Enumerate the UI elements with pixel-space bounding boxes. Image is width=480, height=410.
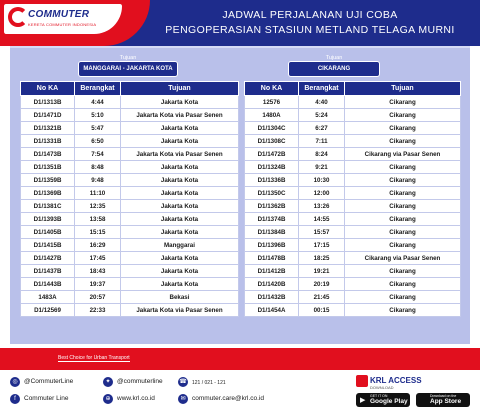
train-number-cell: D1/1427B xyxy=(21,252,75,265)
table-row xyxy=(245,265,461,278)
departure-time-cell: 17:45 xyxy=(75,252,121,265)
destination-cell: Jakarta Kota xyxy=(121,135,239,148)
departure-time-cell: 21:45 xyxy=(299,291,345,304)
departure-time-cell: 19:37 xyxy=(75,278,121,291)
krl-access-logo-icon xyxy=(356,375,368,387)
instagram-icon: ◎ xyxy=(10,377,20,387)
train-number-cell: D1/1396B xyxy=(245,239,299,252)
destination-cell: Cikarang xyxy=(345,304,461,317)
train-number-cell: D1/1324B xyxy=(245,161,299,174)
departure-time-cell: 5:47 xyxy=(75,122,121,135)
departure-time-cell: 18:25 xyxy=(299,252,345,265)
table-row xyxy=(245,148,461,161)
page-title-line-1: JADWAL PERJALANAN UJI COBA xyxy=(222,9,398,21)
train-number-cell: D1/1412B xyxy=(245,265,299,278)
table-row xyxy=(245,200,461,213)
departure-time-cell: 5:24 xyxy=(299,109,345,122)
destination-cell: Jakarta Kota xyxy=(121,122,239,135)
table-row xyxy=(245,122,461,135)
train-number-cell: D1/1374B xyxy=(245,213,299,226)
page-title-line-2: PENGOPERASIAN STASIUN METLAND TELAGA MURNI xyxy=(165,24,455,36)
departure-time-cell: 00:15 xyxy=(299,304,345,317)
destination-cell: Jakarta Kota via Pasar Senen xyxy=(121,109,239,122)
destination-cell: Jakarta Kota xyxy=(121,187,239,200)
google-play-icon: ▶ xyxy=(360,397,366,404)
train-number-cell: D1/1443B xyxy=(21,278,75,291)
table-row xyxy=(21,187,239,200)
destination-cell: Jakarta Kota xyxy=(121,174,239,187)
column-header-berangkat: Berangkat xyxy=(75,82,121,96)
train-number-cell: D1/12569 xyxy=(21,304,75,317)
table-row xyxy=(245,226,461,239)
departure-time-cell: 19:21 xyxy=(299,265,345,278)
train-number-cell: 1480A xyxy=(245,109,299,122)
footer xyxy=(0,370,480,410)
commuter-logo-icon xyxy=(8,7,28,27)
destination-cell: Jakarta Kota xyxy=(121,161,239,174)
schedule-table-left xyxy=(20,81,239,317)
train-number-cell: D1/1362B xyxy=(245,200,299,213)
destination-cell: Cikarang xyxy=(345,278,461,291)
table-row xyxy=(245,96,461,109)
departure-time-cell: 20:57 xyxy=(75,291,121,304)
destination-cell: Cikarang xyxy=(345,291,461,304)
train-number-cell: D1/1415B xyxy=(21,239,75,252)
table-row xyxy=(21,265,239,278)
schedule-table-right xyxy=(244,81,461,317)
table-row xyxy=(21,304,239,317)
table-row xyxy=(21,291,239,304)
table-row xyxy=(21,226,239,239)
destination-cell: Cikarang via Pasar Senen xyxy=(345,148,461,161)
train-number-cell: D1/1304C xyxy=(245,122,299,135)
table-row xyxy=(21,200,239,213)
column-header-tujuan: Tujuan xyxy=(121,82,239,96)
destination-cell: Jakarta Kota xyxy=(121,226,239,239)
departure-time-cell: 7:54 xyxy=(75,148,121,161)
departure-time-cell: 13:58 xyxy=(75,213,121,226)
table-row xyxy=(245,174,461,187)
departure-time-cell: 15:15 xyxy=(75,226,121,239)
destination-cell: Jakarta Kota via Pasar Senen xyxy=(121,148,239,161)
departure-time-cell: 9:48 xyxy=(75,174,121,187)
column-header-no-ka: No KA xyxy=(21,82,75,96)
train-number-cell: D1/1437B xyxy=(21,265,75,278)
destination-cell: Cikarang xyxy=(345,135,461,148)
train-number-cell: D1/1432B xyxy=(245,291,299,304)
twitter-handle[interactable]: @commuterline xyxy=(117,378,163,385)
destination-cell: Cikarang xyxy=(345,122,461,135)
mail-icon: ✉ xyxy=(178,394,188,404)
train-number-cell: D1/1473B xyxy=(21,148,75,161)
train-number-cell: D1/1381C xyxy=(21,200,75,213)
destination-cell: Cikarang xyxy=(345,200,461,213)
departure-time-cell: 6:27 xyxy=(299,122,345,135)
app-store-small-text: Download on the xyxy=(430,394,457,398)
train-number-cell: D1/1405B xyxy=(21,226,75,239)
departure-time-cell: 13:26 xyxy=(299,200,345,213)
departure-time-cell: 4:40 xyxy=(299,96,345,109)
departure-time-cell: 11:10 xyxy=(75,187,121,200)
table-row xyxy=(245,213,461,226)
destination-cell: Jakarta Kota via Pasar Senen xyxy=(121,304,239,317)
departure-time-cell: 14:55 xyxy=(299,213,345,226)
table-row xyxy=(21,96,239,109)
table-row xyxy=(21,278,239,291)
column-header-no-ka: No KA xyxy=(245,82,299,96)
departure-time-cell: 22:33 xyxy=(75,304,121,317)
train-number-cell: D1/1393B xyxy=(21,213,75,226)
table-row xyxy=(245,239,461,252)
train-number-cell: D1/1359B xyxy=(21,174,75,187)
app-store-label: App Store xyxy=(430,398,462,405)
destination-cell: Cikarang xyxy=(345,187,461,200)
destination-cell: Jakarta Kota xyxy=(121,278,239,291)
facebook-icon: f xyxy=(10,394,20,404)
table-row xyxy=(21,161,239,174)
train-number-cell: D1/1384B xyxy=(245,226,299,239)
table-row xyxy=(21,213,239,226)
schedule-panel xyxy=(10,46,470,344)
google-play-small-text: GET IT ON xyxy=(370,394,388,398)
commuter-logo xyxy=(4,4,122,34)
departure-time-cell: 7:11 xyxy=(299,135,345,148)
destination-cell: Bekasi xyxy=(121,291,239,304)
table-row xyxy=(21,252,239,265)
table-row xyxy=(245,291,461,304)
departure-time-cell: 9:21 xyxy=(299,161,345,174)
train-number-cell: D1/1350C xyxy=(245,187,299,200)
table-row xyxy=(245,304,461,317)
train-number-cell: D1/1472B xyxy=(245,148,299,161)
destination-cell: Jakarta Kota xyxy=(121,265,239,278)
train-number-cell: D1/1471D xyxy=(21,109,75,122)
table-row xyxy=(245,135,461,148)
destination-cell: Cikarang xyxy=(345,226,461,239)
departure-time-cell: 4:44 xyxy=(75,96,121,109)
destination-cell: Cikarang xyxy=(345,96,461,109)
table-row xyxy=(245,278,461,291)
destination-cell: Cikarang xyxy=(345,265,461,278)
table-row xyxy=(245,161,461,174)
train-number-cell: D1/1308C xyxy=(245,135,299,148)
destination-cell: Jakarta Kota xyxy=(121,96,239,109)
header xyxy=(0,0,480,46)
destination-cell: Jakarta Kota xyxy=(121,200,239,213)
train-number-cell: D1/1454A xyxy=(245,304,299,317)
column-header-berangkat: Berangkat xyxy=(299,82,345,96)
tagline: Best Choice for Urban Transport xyxy=(58,355,130,361)
right-destination-label: Tujuan xyxy=(325,55,343,61)
table-row xyxy=(21,109,239,122)
departure-time-cell: 18:43 xyxy=(75,265,121,278)
train-number-cell: 1483A xyxy=(21,291,75,304)
departure-time-cell: 8:48 xyxy=(75,161,121,174)
departure-time-cell: 17:15 xyxy=(299,239,345,252)
table-row xyxy=(21,239,239,252)
app-store-button[interactable] xyxy=(416,393,470,407)
twitter-icon: ✦ xyxy=(103,377,113,387)
left-destination-box: MANGGARAI - JAKARTA KOTA xyxy=(78,61,178,77)
destination-cell: Cikarang xyxy=(345,174,461,187)
train-number-cell: D1/1313B xyxy=(21,96,75,109)
google-play-button[interactable] xyxy=(356,393,410,407)
departure-time-cell: 15:57 xyxy=(299,226,345,239)
destination-cell: Jakarta Kota xyxy=(121,213,239,226)
destination-cell: Manggarai xyxy=(121,239,239,252)
destination-cell: Cikarang xyxy=(345,161,461,174)
app-title: KRL ACCESS xyxy=(370,376,422,385)
email-link[interactable]: commuter.care@krl.co.id xyxy=(192,395,264,402)
table-row xyxy=(245,252,461,265)
departure-time-cell: 10:30 xyxy=(299,174,345,187)
train-number-cell: D1/1331B xyxy=(21,135,75,148)
left-destination-label: Tujuan xyxy=(119,55,137,61)
table-row xyxy=(245,187,461,200)
destination-cell: Cikarang xyxy=(345,239,461,252)
logo-subtext: KERETA COMMUTER INDONESIA xyxy=(28,22,97,27)
destination-cell: Jakarta Kota xyxy=(121,252,239,265)
departure-time-cell: 16:29 xyxy=(75,239,121,252)
destination-cell: Cikarang via Pasar Senen xyxy=(345,252,461,265)
right-destination-box: CIKARANG xyxy=(288,61,380,77)
table-row xyxy=(21,122,239,135)
table-header-row xyxy=(21,82,239,96)
departure-time-cell: 20:19 xyxy=(299,278,345,291)
train-number-cell: D1/1478B xyxy=(245,252,299,265)
app-subtitle: DOWNLOAD xyxy=(370,385,394,390)
website-link[interactable]: www.krl.co.id xyxy=(117,395,155,402)
facebook-page[interactable]: Commuter Line xyxy=(24,395,69,402)
train-number-cell: D1/1369B xyxy=(21,187,75,200)
train-number-cell: D1/1336B xyxy=(245,174,299,187)
phone-icon: ☎ xyxy=(179,379,187,385)
logo-text: COMMUTER xyxy=(28,9,90,20)
globe-icon: ⊕ xyxy=(103,394,113,404)
instagram-handle[interactable]: @CommuterLine xyxy=(24,378,74,385)
destination-cell: Cikarang xyxy=(345,213,461,226)
train-number-cell: D1/1420B xyxy=(245,278,299,291)
train-number-cell: 12576 xyxy=(245,96,299,109)
departure-time-cell: 5:10 xyxy=(75,109,121,122)
google-play-label: Google Play xyxy=(370,398,408,405)
phone-number: 121 / 021 - 121 xyxy=(192,380,226,386)
table-row xyxy=(21,174,239,187)
train-number-cell: D1/1351B xyxy=(21,161,75,174)
departure-time-cell: 6:50 xyxy=(75,135,121,148)
departure-time-cell: 12:00 xyxy=(299,187,345,200)
train-number-cell: D1/1321B xyxy=(21,122,75,135)
destination-cell: Cikarang xyxy=(345,109,461,122)
table-row xyxy=(245,109,461,122)
table-row xyxy=(21,148,239,161)
table-header-row xyxy=(245,82,461,96)
table-row xyxy=(21,135,239,148)
departure-time-cell: 12:35 xyxy=(75,200,121,213)
column-header-tujuan: Tujuan xyxy=(345,82,461,96)
departure-time-cell: 8:24 xyxy=(299,148,345,161)
